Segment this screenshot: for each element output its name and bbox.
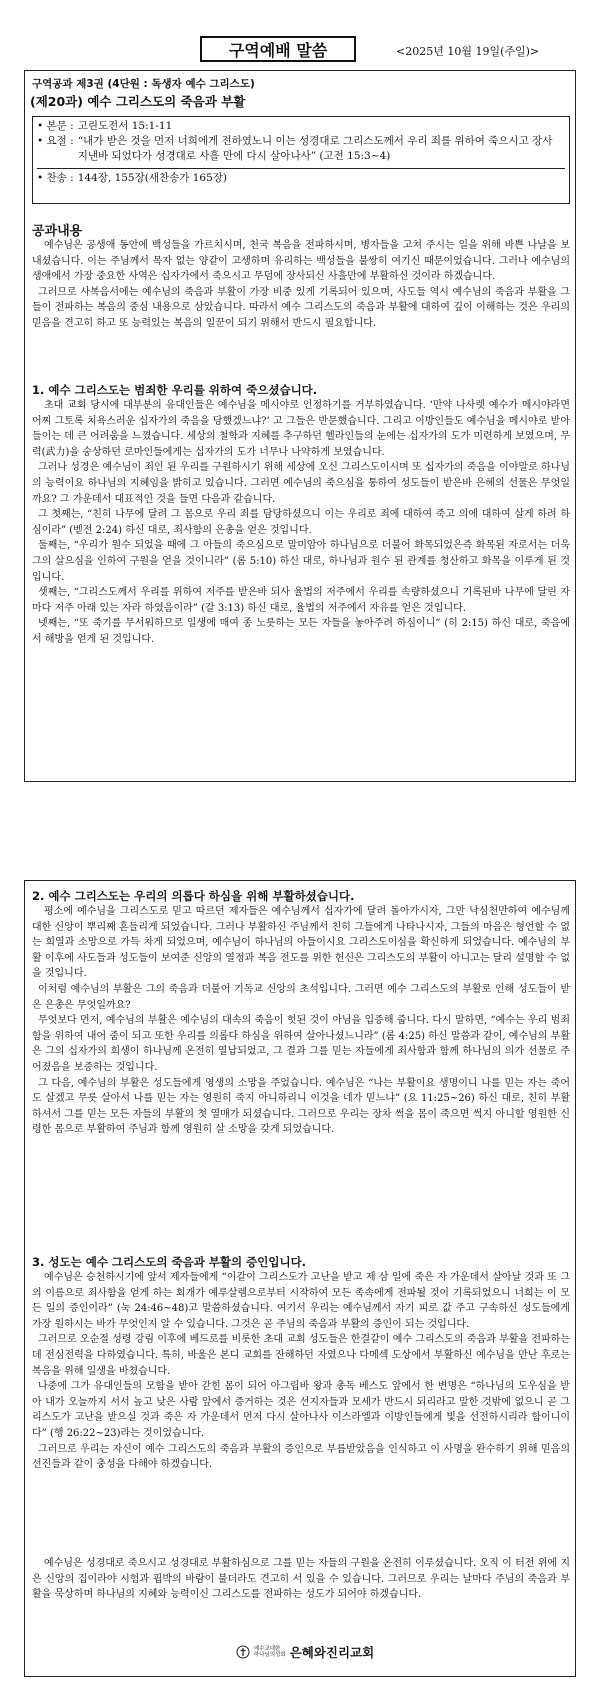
page-title-text: 구역예배 말씀 [228, 40, 328, 60]
summary-verse-text: “내가 받은 것을 먼저 너희에게 전하였노니 이는 성경대로 그리스도께서 우리 죄를 위하여 죽으시고 장사 지낸바 되었다가 성경대로 사흘 만에 다시 살아나사” (고전 15:3~4) [77, 135, 553, 162]
hymn-key: • 찬송 : [37, 172, 74, 184]
lesson-title: (제20과) 예수 그리스도의 죽음과 부활 [30, 94, 246, 109]
section-one-paragraph: 셋째는, “그리스도께서 우리를 위하여 저주를 받은바 되사 율법의 저주에서 우리를 속량하셨으니 기록된바 나무에 달린 자마다 저주 아래 있는 자라 하였음이라” (갈 3:13) 하신 대로, 율법의 저주에서 자유를 얻은 것입니다. [32, 587, 570, 614]
church-name: 은혜와진리교회 [289, 1645, 375, 1660]
closing-paragraph: 예수님은 성경대로 죽으시고 성경대로 부활하심으로 그를 믿는 자들의 구원을 온전히 이루셨습니다. 오직 이 터전 위에 지은 신앙의 집이라야 시험과 핍박의 바람이 불더라도 견고히 서 있을 수 있습니다. 그러므로 우리는 날마다 주님의 죽음과 부활을 묵상하며 하나님의 지혜와 능력이신 그리스도를 전파하는 성도가 되어야 하겠습니다. [32, 1558, 570, 1601]
section-one [32, 382, 570, 648]
section-two-paragraph: 이처럼 예수님의 부활은 그의 죽음과 더불어 기독교 신앙의 초석입니다. 그러면 예수 그리스도의 부활로 인해 성도들이 받은 은총은 무엇일까요? [32, 983, 570, 1011]
section-one-paragraph: 그러나 성경은 예수님이 죄인 된 우리를 구원하시기 위해 세상에 오신 그리스도이시며 또 십자가의 죽음을 이야말로 하나님의 능력이요 하나님의 지혜임을 밝히고 있습니다. 그러면 예수님의 죽으심을 통하여 성도들이 받은바 은혜의 선물은 무엇일까요? 그 가운데서 대표적인 것을 들면 다음과 같습니다. [32, 462, 570, 505]
section-three-paragraph: 그러므로 우리는 자신이 예수 그리스도의 죽음과 부활의 증인으로 부름받았음을 인식하고 이 사명을 완수하기 위해 믿음의 선진들과 같이 충성을 다해야 하겠습니다. [32, 1443, 570, 1471]
intro-paragraph: 그러므로 사복음서에는 예수님의 죽음과 부활이 가장 비중 있게 기록되어 있으며, 사도들 역시 예수님의 죽음과 부활을 그들이 전파하는 복음의 중심 내용으로 삼았습니다. 따라서 예수 그리스도의 죽음과 부활에 대하여 깊이 이해하는 것은 우리의 믿음을 견고히 하고 또 능력있는 복음의 일꾼이 되기 위해서 반드시 필요합니다. [32, 286, 570, 329]
scripture-info-box [32, 116, 570, 204]
section-two-paragraph: 평소에 예수님을 그리스도로 믿고 따르던 제자들은 예수님께서 십자가에 달려 돌아가시자, 그만 낙심천만하여 예수님께 대한 신앙이 뿌리째 흔들리게 되었습니다. 그러나 부활하신 주님께서 친히 그들에게 나타나시자, 그들의 마음은 형언할 수 없는 희열과 소망으로 가득 차게 되었으며, 예수님이 하나님의 아들이시요 그리스도이심을 확신하게 되었습니다. 예수님의 부활 이후에 사도들과 성도들이 보여준 신앙의 열정과 복음 전도를 위한 헌신은 그리스도의 부활이 아니고는 달리 설명할 수 없을 것입니다. [32, 906, 570, 980]
summary-verse-row [37, 134, 565, 164]
section-three-heading: 3. 성도는 예수 그리스도의 죽음과 부활의 증인입니다. [32, 1255, 307, 1269]
section-three-paragraph: 나중에 그가 유대인들의 모함을 받아 갇힌 몸이 되어 아그립바 왕과 총독 베스도 앞에서 한 변명은 “하나님의 도우심을 받아 내가 오늘까지 서서 높고 낮은 사람 앞에서 증거하는 것은 선지자들과 모세가 반드시 되리라고 말한 것밖에 없으니 곧 그리스도가 고난을 받으실 것과 죽은 자 가운데서 먼저 다시 살아나사 이스라엘과 이방인들에게 빛을 선전하시리라 함이니이다” (행 26:22~23)라는 것이었습니다. [32, 1381, 570, 1439]
denomination-line: 예수교대한 [253, 1646, 281, 1652]
section-one-heading: 1. 예수 그리스도는 범죄한 우리를 위하여 죽으셨습니다. [32, 383, 318, 397]
section-one-paragraph: 넷째는, “또 죽기를 무서워하므로 일생에 매여 종 노릇하는 모든 자들을 놓아주려 하심이니” (히 2:15) 하신 대로, 죽음에서 해방을 얻게 된 것입니다. [32, 618, 570, 645]
denomination-label [254, 1646, 286, 1658]
closing-section [32, 1556, 570, 1603]
section-two [32, 888, 570, 1138]
denomination-line: 하나님의성회 [253, 1652, 286, 1658]
hymn-text: 144장, 155장(새찬송가 165장) [77, 172, 228, 184]
section-one-paragraph: 둘째는, “우리가 원수 되었을 때에 그 아들의 죽으심으로 말미암아 하나님으로 더불어 화목되었은즉 화목된 자로서는 더욱 그의 살으심을 인하여 구원을 얻을 것이니라” (롬 5:10) 하신 대로, 하나님과 원수 된 관계를 청산하고 화목을 이루게 된 것입니다. [32, 540, 570, 583]
section-three [32, 1254, 570, 1473]
content-title: 공과내용 [32, 224, 83, 239]
intro-section [32, 238, 570, 332]
section-one-paragraph: 초대 교회 당시에 대부분의 유대인들은 예수님을 메시야로 인정하기를 거부하였습니다. ‘만약 나사렛 예수가 메시야라면 어찌 그토록 치욕스러운 십자가의 죽음을 당했겠느냐?’ 고 그들은 반문했습니다. 그리고 이방인들도 예수님을 메시야로 받아들이는 데 큰 어려움을 느꼈습니다. 세상의 철학과 지혜를 추구하던 헬라인들의 눈에는 십자가의 도가 미련하게 보였으며, 무력(武力)을 숭상하던 로마인들에게는 십자가의 도가 너무나 나약하게 보였습니다. [32, 400, 570, 458]
scripture-key: • 본문 : [37, 120, 74, 132]
intro-paragraph: 예수님은 공생애 동안에 백성들을 가르치시며, 천국 복음을 전파하시며, 병자들을 고쳐 주시는 일을 위해 바쁜 나날을 보내셨습니다. 이는 주님께서 목자 없는 양같이 고생하며 유리하는 백성들을 불쌍히 여기신 때문이었습니다. 그러나 예수님의 생애에서 가장 중요한 사역은 십자가에서 죽으시고 무덤에 장사되신 사흘만에 부활하신 것이라 하겠습니다. [32, 240, 570, 283]
church-footer [205, 1640, 405, 1664]
section-two-heading: 2. 예수 그리스도는 우리의 의롭다 하심을 위해 부활하셨습니다. [32, 889, 355, 903]
section-three-paragraph: 예수님은 승천하시기에 앞서 제자들에게 “이같이 그리스도가 고난을 받고 제 삼 일에 죽은 자 가운데서 살아날 것과 또 그의 이름으로 죄사함을 얻게 하는 회개가 예루살렘으로부터 시작하여 모든 족속에게 전파될 것이 기록되었으니 너희는 이 모든 일의 증인이라” (눅 24:46~48)고 말씀하셨습니다. 여기서 우리는 예수님께서 자기 피로 값 주고 구속하신 성도들에게 가장 원하시는 바가 무엇인지 알 수 있습니다. 그것은 곧 주님의 죽음과 부활의 증인이 되는 것입니다. [32, 1272, 570, 1330]
lesson-series: 구역공과 제3권 (4단원 : 독생자 예수 그리스도) [32, 78, 255, 90]
church-emblem-icon [236, 1645, 250, 1659]
hymn-row [37, 168, 565, 186]
page-title [200, 36, 356, 62]
scripture-text: 고린도전서 15:1-11 [77, 120, 173, 132]
date-label: <2025년 10월 19일(주일)> [396, 45, 540, 58]
scripture-row [37, 119, 565, 134]
section-one-paragraph: 그 첫째는, “친히 나무에 달려 그 몸으로 우리 죄를 담당하셨으니 이는 우리로 죄에 대하여 죽고 의에 대하여 살게 하려 하심이라” (벧전 2:24) 하신 대로, 죄사함의 은총을 얻은 것입니다. [32, 509, 570, 536]
section-three-paragraph: 그러므로 오순절 성령 강림 이후에 베드로를 비롯한 초대 교회 성도들은 한결같이 예수 그리스도의 죽음과 부활을 전파하는 데 전심전력을 다하였습니다. 특히, 바울은 본디 교회를 잔해하던 자였으나 다메섹 도상에서 부활하신 예수님을 만난 후로는 복음을 위해 일생을 바쳤습니다. [32, 1334, 570, 1377]
summary-key: • 요절 : [37, 135, 74, 147]
section-two-paragraph: 그 다음, 예수님의 부활은 성도들에게 영생의 소망을 주었습니다. 예수님은 “나는 부활이요 생명이니 나를 믿는 자는 죽어도 살겠고 무릇 살아서 나를 믿는 자는 영원히 죽지 아니하리니 이것을 네가 믿느냐” (요 11:25~26) 하신 대로, 친히 부활하셔서 그를 믿는 모든 자들의 부활의 첫 열매가 되셨습니다. 그러므로 우리는 장차 썩을 몸이 죽으면 썩지 아니할 영원한 신령한 몸으로 부활하여 주님과 함께 영원히 살 소망을 갖게 되었습니다. [32, 1077, 570, 1136]
section-two-paragraph: 무엇보다 먼저, 예수님의 부활은 예수님의 대속의 죽음이 헛된 것이 아님을 입증해 줍니다. 다시 말하면, “예수는 우리 범죄함을 위하여 내어 줌이 되고 또한 우리를 의롭다 하심을 위하여 살아나셨느니라” (롬 4:25) 하신 말씀과 같이, 예수님의 부활은 그의 십자가의 희생이 하나님께 온전히 열납되었고, 그 결과 그를 믿는 자들에게 죄사함과 함께 하나님의 의가 선물로 주어졌음을 보증하는 것입니다. [32, 1015, 570, 1073]
